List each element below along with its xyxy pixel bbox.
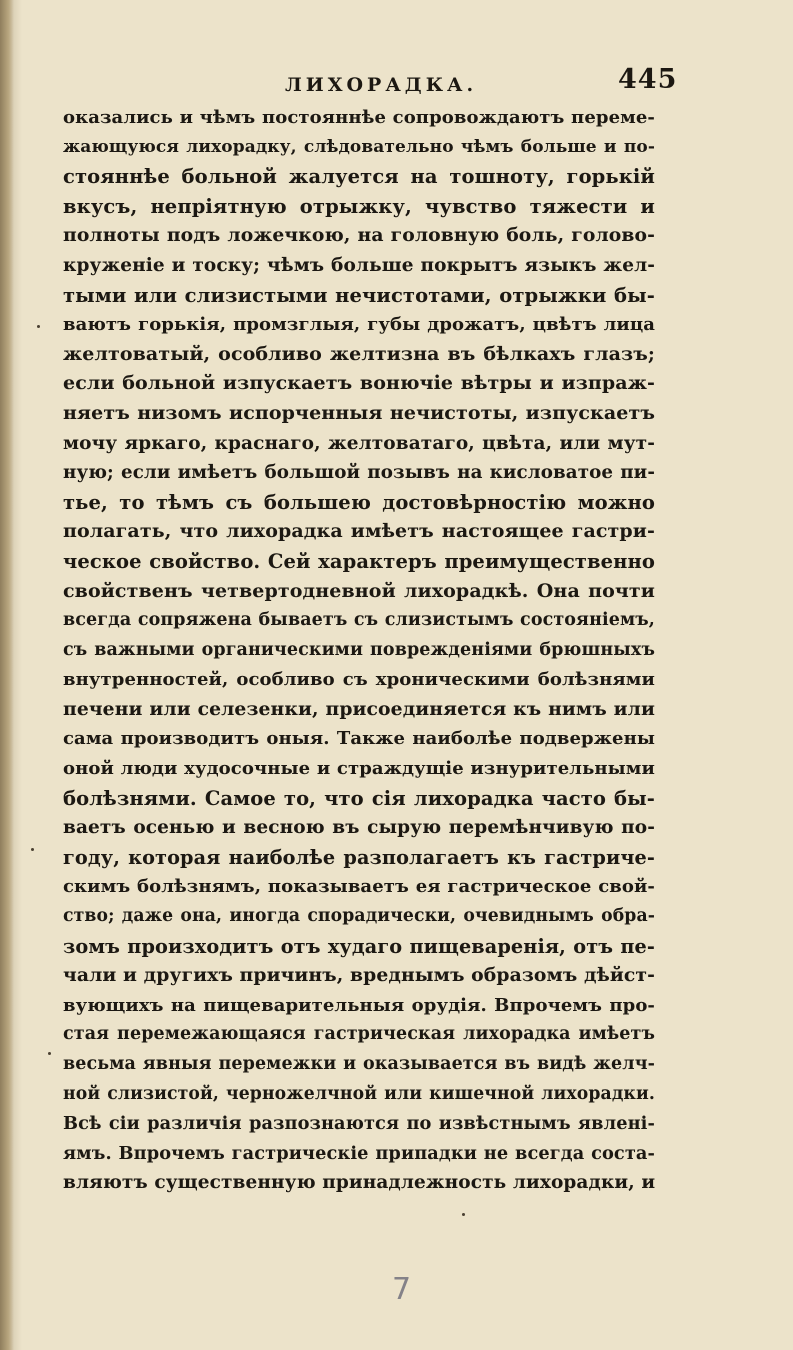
margin-speck [31, 848, 34, 851]
body-text [63, 103, 655, 1198]
text-line: ямъ. Впрочемъ гастрическіе припадки не всегда соста- [63, 1142, 655, 1164]
text-line: если больной изпускаетъ вонючіе вѣтры и изпраж- [63, 372, 655, 395]
text-line: полагать, что лихорадка имѣетъ настоящее гастри- [63, 520, 655, 543]
text-line: ной слизистой, черножелчной или кишечной лихорадки. [63, 1083, 655, 1104]
text-line: ную; если имѣетъ большой позывъ на кисловатое пи- [63, 462, 655, 484]
text-line: всегда сопряжена бываетъ съ слизистымъ состояніемъ, [63, 610, 655, 631]
page-speck [462, 1213, 465, 1216]
text-line: печени или селезенки, присоединяется къ нимъ или [63, 697, 655, 720]
text-line: жающуюся лихорадку, слѣдовательно чѣмъ больше и по- [63, 136, 655, 157]
text-line: тыми или слизистыми нечистотами, отрыжки бы- [63, 283, 655, 307]
text-line: чали и другихъ причинъ, вреднымъ образомъ дѣйст- [63, 964, 656, 987]
text-line: круженіе и тоску; чѣмъ больше покрытъ языкъ жел- [63, 254, 655, 276]
text-line: полноты подъ ложечкою, на головную боль, голово- [63, 224, 655, 247]
text-line: вкусъ, непріятную отрыжку, чувство тяжести и [63, 194, 655, 218]
text-line: мочу яркаго, краснаго, желтоватаго, цвѣта, или мут- [63, 432, 655, 454]
text-line: оной люди худосочные и страждущіе изнурительными [63, 758, 655, 780]
text-line: ваетъ осенью и весною въ сырую перемѣнчивую по- [63, 817, 655, 839]
margin-speck [48, 1052, 51, 1055]
margin-speck [37, 325, 40, 328]
text-line: стояннѣе больной жалуется на тошноту, горькій [63, 165, 655, 189]
text-line: желтоватый, особливо желтизна въ бѣлкахъ глазъ; [63, 342, 655, 365]
text-line: скимъ болѣзнямъ, показываетъ ея гастрическое свой- [63, 876, 655, 898]
text-line: тье, то тѣмъ съ большею достовѣрностію можно [63, 490, 655, 514]
text-line: вляютъ существенную принадлежность лихорадки, и [63, 1172, 656, 1194]
running-head: ЛИХОРАДКА. [285, 74, 478, 96]
text-line: году, которая наиболѣе разполагаетъ къ гастриче- [63, 845, 655, 869]
text-line: сама производитъ оныя. Также наиболѣе подвержены [63, 728, 655, 750]
text-line: ческое свойство. Сей характеръ преимущественно [63, 549, 655, 573]
text-line: свойственъ четвертодневной лихорадкѣ. Она почти [63, 579, 655, 602]
text-line: вующихъ на пищеварительныя орудія. Впрочемъ про- [63, 994, 655, 1016]
text-line: весьма явныя перемежки и оказывается въ видѣ желч- [63, 1054, 655, 1074]
text-line: съ важными органическими поврежденіями брюшныхъ [63, 639, 655, 660]
text-line: стая перемежающаяся гастрическая лихорадка имѣетъ [63, 1024, 655, 1045]
text-line: ваютъ горькія, промзглыя, губы дрожатъ, цвѣтъ лица [63, 314, 655, 336]
text-line: Всѣ сіи различія разпознаются по извѣстнымъ явлені- [63, 1113, 655, 1135]
text-line: ство; даже она, иногда спорадически, очевиднымъ обра- [63, 906, 655, 927]
text-line: зомъ произходитъ отъ худаго пищеваренія, отъ пе- [63, 934, 655, 958]
text-line: болѣзнями. Самое то, что сія лихорадка часто бы- [63, 786, 655, 810]
text-line: внутренностей, особливо съ хроническими болѣзнями [63, 669, 655, 691]
page-number: 445 [618, 64, 678, 95]
text-line: оказались и чѣмъ постояннѣе сопровождаютъ переме- [63, 107, 655, 128]
pencil-mark: 7 [392, 1272, 412, 1307]
text-line: няетъ низомъ испорченныя нечистоты, изпускаетъ [63, 401, 655, 424]
binding-edge [0, 0, 14, 1350]
